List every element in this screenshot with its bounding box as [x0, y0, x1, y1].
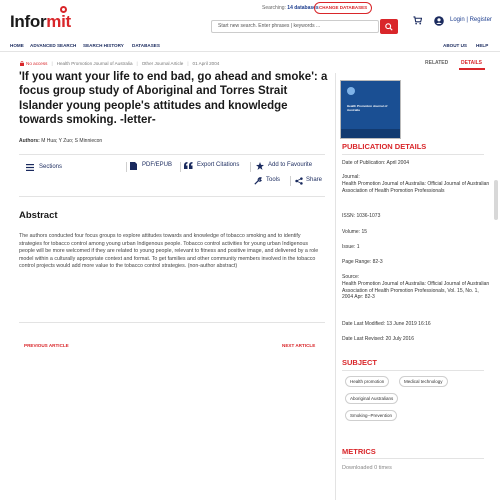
date-last-modified: Date Last Modified: 13 June 2019 16:16 [342, 321, 431, 327]
tab-related[interactable]: RELATED [425, 60, 449, 66]
journal-value[interactable]: Health Promotion Journal of Australia: Official Journal of Australian Association of Health Promotion Professionals [342, 181, 490, 194]
main-nav [0, 40, 500, 52]
next-article-link[interactable]: NEXT ARTICLE [282, 343, 316, 348]
toolbar-separator [250, 162, 251, 172]
search-button[interactable] [380, 19, 398, 34]
quote-icon [184, 162, 193, 169]
toolbar-separator [126, 162, 127, 172]
subject-chip[interactable]: Health promotion [345, 376, 389, 387]
authors-list[interactable]: M Hua; Y Zuo; S Minniecon [41, 138, 103, 144]
abstract-text: The authors conducted four focus groups to explore attitudes towards and knowledge of tobacco smoking and to identify strategies for tobacco control among young urban Indigenous people. Tobacco control activities for young urban Indigenous people will be more welcomed if they are related to young people, relevant to fitness and positive image, and delivered by a role model within a culturally appropriate context and format. To get families and other community members involved in the tobacco control projects would add more value to the tobacco control strategies. (non-author abstract) [19, 233, 319, 269]
journal-label: Journal: [342, 174, 360, 180]
breadcrumb-type: Other Journal Article [141, 61, 184, 66]
page-range: Page Range: 82-3 [342, 259, 383, 265]
change-databases-button[interactable]: CHANGE DATABASES [314, 2, 372, 14]
tools-button[interactable]: Tools [254, 177, 280, 183]
previous-article-link[interactable]: PREVIOUS ARTICLE [24, 343, 69, 348]
toolbar-separator [180, 162, 181, 172]
authors-line: Authors: M Hua; Y Zuo; S Minniecon [19, 138, 103, 144]
top-bar [0, 0, 500, 40]
cart-icon[interactable] [413, 16, 422, 25]
nav-advanced-search[interactable]: ADVANCED SEARCH [30, 43, 77, 48]
tab-details[interactable]: DETAILS [461, 60, 483, 66]
journal-cover-image [340, 80, 401, 139]
search-icon [385, 23, 393, 31]
wrench-icon [254, 177, 262, 185]
access-status: No access [20, 61, 47, 66]
informit-logo[interactable]: Informit [10, 12, 71, 31]
share-button[interactable]: Share [295, 177, 322, 183]
date-last-revised: Date Last Revised: 20 July 2016 [342, 336, 414, 342]
cover-logo [347, 87, 355, 95]
toolbar-separator [290, 176, 291, 186]
scrollbar-thumb[interactable] [494, 180, 498, 220]
active-tab-indicator [459, 68, 485, 70]
source-value: Health Promotion Journal of Australia: Official Journal of Australian Association of Health Promotion Professionals, Vol. 15, No. 1, 2004 Apr: 82-3 [342, 281, 490, 300]
divider [19, 154, 325, 155]
document-icon [130, 162, 137, 170]
issn: ISSN: 1036-1073 [342, 213, 381, 219]
subject-chip[interactable]: Smoking--Prevention [345, 410, 397, 421]
divider [19, 196, 325, 197]
source-label: Source: [342, 274, 360, 280]
subject-heading: SUBJECT [342, 358, 378, 367]
search-input[interactable]: Start new search. Enter phrases | keywords ... [211, 20, 379, 33]
breadcrumb: No access | Health Promotion Journal of Australia | Other Journal Article | 01 April 2004 [20, 61, 219, 66]
volume: Volume: 15 [342, 229, 368, 235]
breadcrumb-date: 01 April 2004 [192, 61, 220, 66]
subject-chip[interactable]: Medical technology [399, 376, 448, 387]
nav-home[interactable]: HOME [10, 43, 24, 48]
subject-chip[interactable]: Aboriginal Australians [345, 393, 398, 404]
breadcrumb-journal[interactable]: Health Promotion Journal of Australia [56, 61, 133, 66]
nav-help[interactable]: HELP [476, 43, 489, 48]
divider [19, 322, 325, 323]
user-icon[interactable] [434, 16, 444, 26]
lock-icon [20, 61, 24, 66]
metrics-heading: METRICS [342, 447, 376, 456]
share-icon [295, 177, 303, 185]
logo-ring-icon [60, 6, 67, 13]
download-count: Downloaded 0 times [342, 465, 392, 471]
publication-details-heading: PUBLICATION DETAILS [342, 142, 427, 151]
star-icon [256, 162, 264, 170]
nav-databases[interactable]: DATABASES [132, 43, 160, 48]
searching-status: Searching: 14 databases [262, 5, 319, 11]
nav-search-history[interactable]: SEARCH HISTORY [83, 43, 124, 48]
login-register-link[interactable]: Login | Register [450, 17, 492, 23]
database-count[interactable]: 14 databases [287, 5, 319, 11]
add-to-favourite-button[interactable]: Add to Favourite [256, 162, 312, 168]
issue: Issue: 1 [342, 244, 360, 250]
export-citations-button[interactable]: Export Citations [184, 162, 239, 168]
article-title: 'If you want your life to end bad, go ahead and smoke': a focus group study of Aboriginal and Torres Strait Islander young people's attitudes and knowledge towards smoking. -letter- [19, 71, 328, 126]
cover-title: Health Promotion Journal of Australia [347, 104, 388, 112]
nav-about-us[interactable]: ABOUT US [443, 43, 467, 48]
publication-date: Date of Publication: April 2004 [342, 160, 409, 166]
abstract-heading: Abstract [19, 210, 58, 221]
sections-button[interactable]: Sections [26, 164, 62, 170]
list-icon [26, 164, 34, 171]
pdf-epub-button[interactable]: PDF/EPUB [130, 162, 172, 168]
